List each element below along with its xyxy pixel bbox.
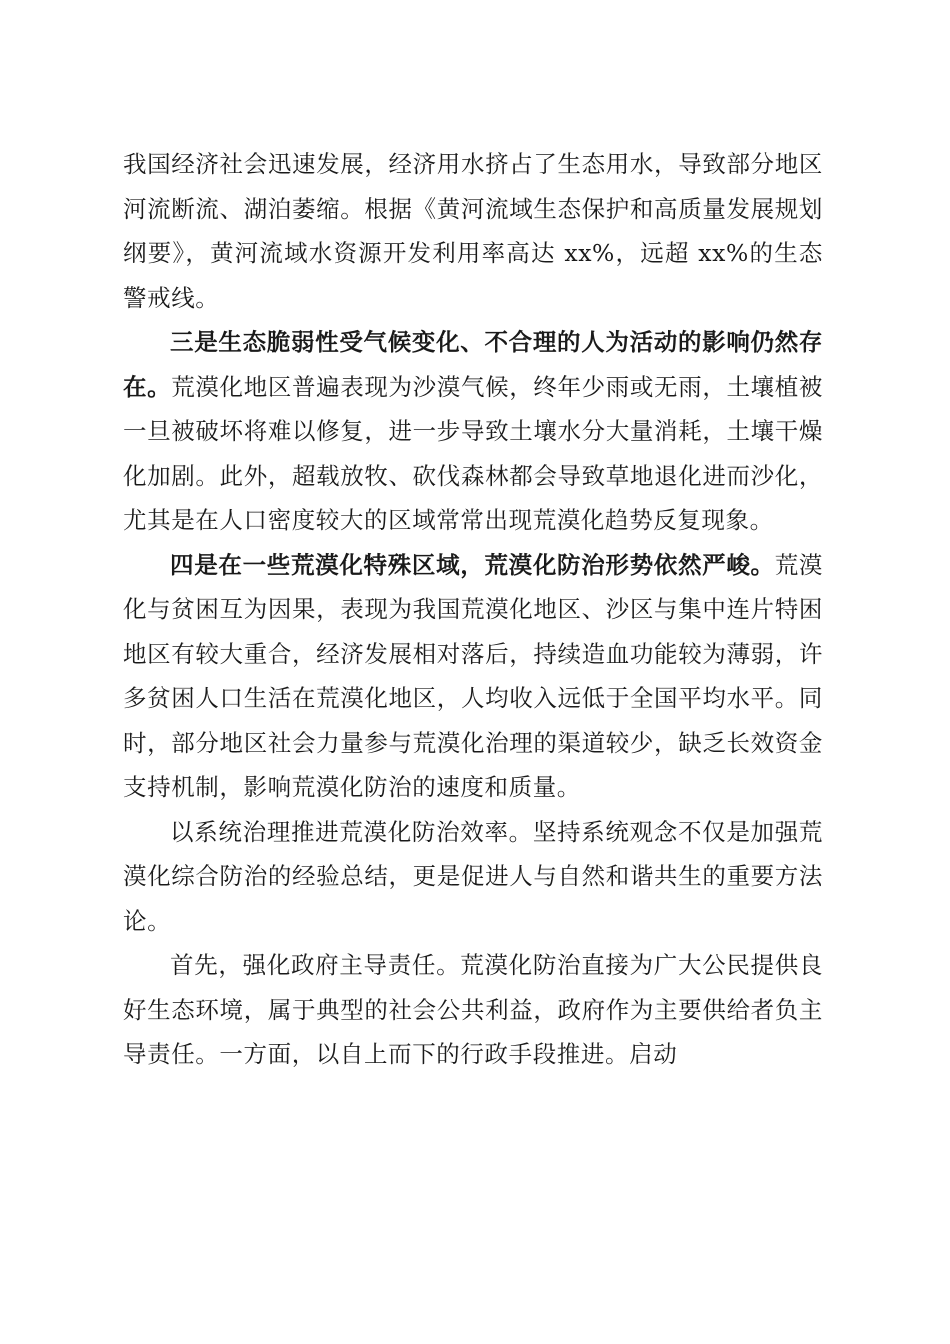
paragraph-government-responsibility [123,943,823,1077]
paragraph-text: 荒漠化地区普遍表现为沙漠气候，终年少雨或无雨，土壤植被一旦被破坏将难以修复，进一步导致土壤水分大量消耗，土壤干燥化加剧。此外，超载放牧、砍伐森林都会导致草地退化进而沙化，尤其是在人口密度较大的区域常常出现荒漠化趋势反复现象。 [123,372,823,534]
paragraph-text: 以系统治理推进荒漠化防治效率。坚持系统观念不仅是加强荒漠化综合防治的经验总结，更是促进人与自然和谐共生的重要方法论。 [123,817,823,935]
document-body [123,142,823,1077]
paragraph-text: 荒漠化与贫困互为因果，表现为我国荒漠化地区、沙区与集中连片特困地区有较大重合，经济发展相对落后，持续造血功能较为薄弱，许多贫困人口生活在荒漠化地区，人均收入远低于全国平均水平。同时，部分地区社会力量参与荒漠化治理的渠道较少，缺乏长效资金支持机制，影响荒漠化防治的速度和质量。 [123,550,824,801]
paragraph-text: 首先，强化政府主导责任。荒漠化防治直接为广大公民提供良好生态环境，属于典型的社会公共利益，政府作为主要供给者负主导责任。一方面，以自上而下的行政手段推进。启动 [123,951,823,1068]
paragraph-water-resources [123,142,823,320]
paragraph-point-three [123,320,823,543]
paragraph-lead-heading: 四是在一些荒漠化特殊区域，荒漠化防治形势依然严峻。 [170,550,775,579]
paragraph-systematic-governance [123,810,823,944]
paragraph-point-four [123,543,823,810]
paragraph-text: 我国经济社会迅速发展，经济用水挤占了生态用水，导致部分地区河流断流、湖泊萎缩。根据《黄河流域生态保护和高质量发展规划纲要》，黄河流域水资源开发利用率高达 xx%，远超 xx%的生态警戒线。 [123,150,823,312]
paragraph-lead-heading: 三是生态脆弱性受气候变化、不合理的人为活动的影响仍然存在。 [123,328,823,401]
